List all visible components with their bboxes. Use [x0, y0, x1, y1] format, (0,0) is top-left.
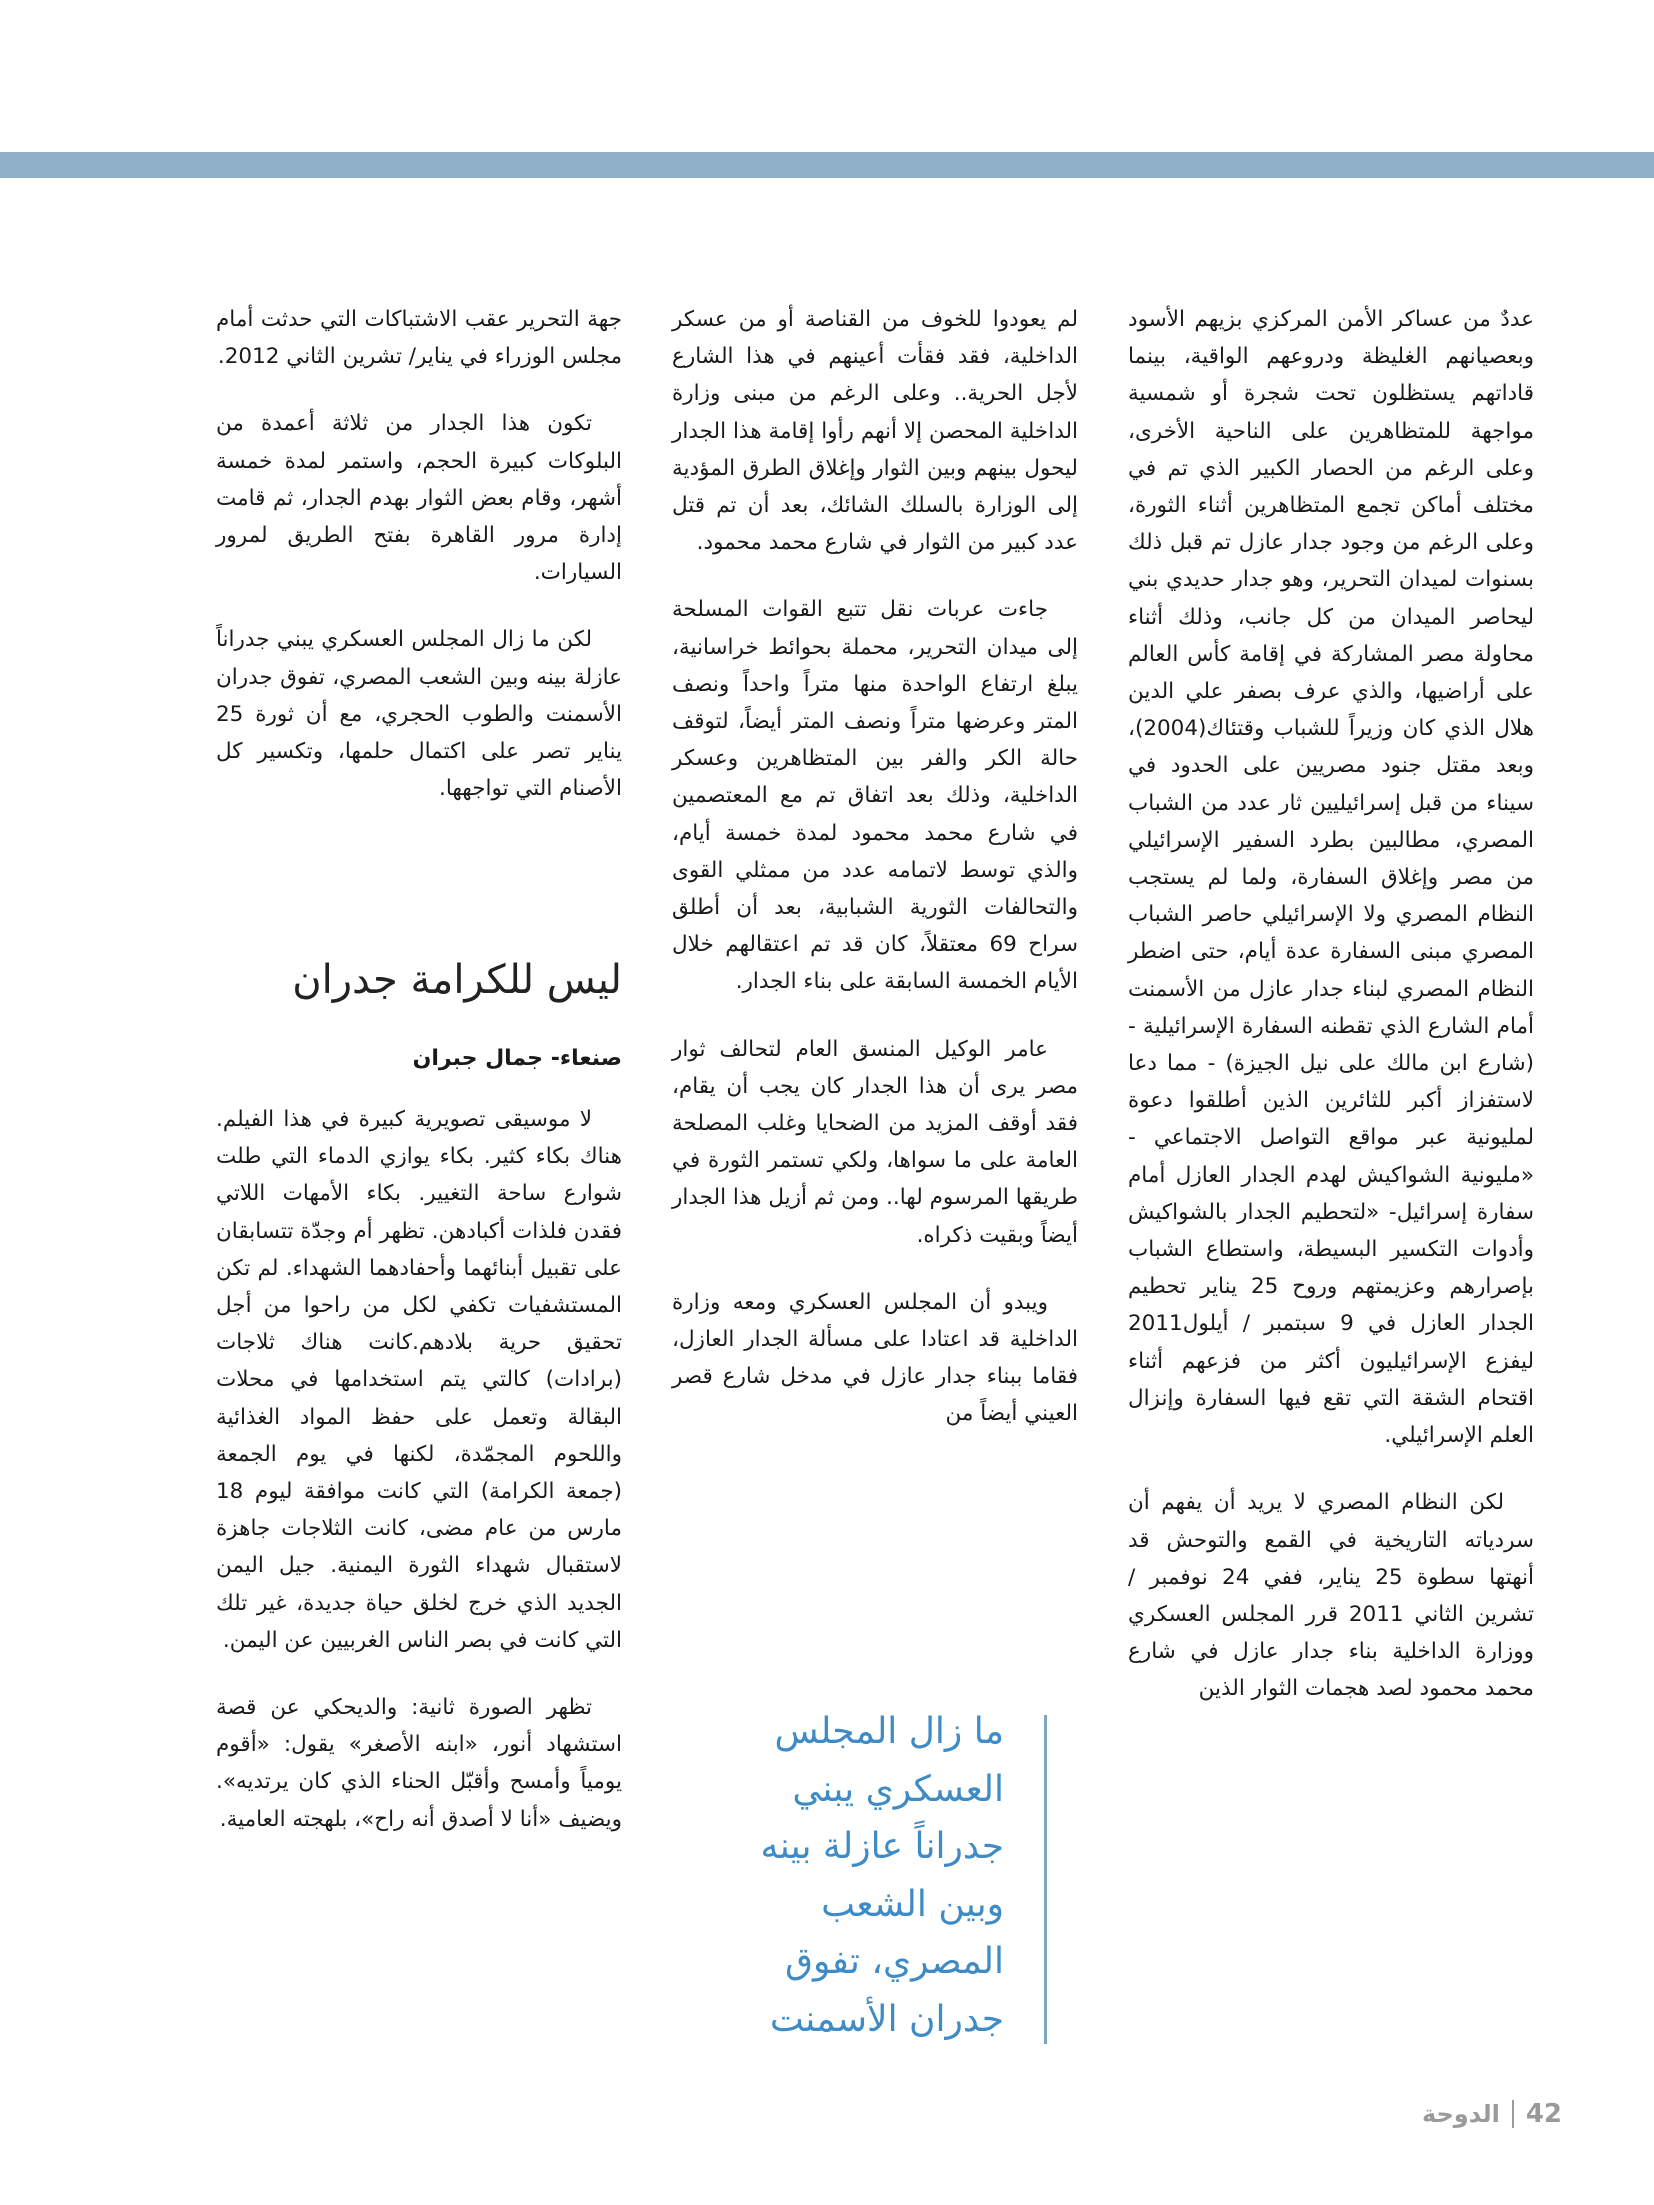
paragraph: لم يعودوا للخوف من القناصة أو من عسكر الداخلية، فقد فقأت أعينهم في هذا الشارع لأجل الحرية.. وعلى الرغم من مبنى وزارة الداخلية المحصن إلا أنهم رأوا إقامة هذا الجدار ليحول بينهم وبين الثوار وإغلاق الطرق المؤدية إلى الوزارة بالسلك الشائك، بعد أن تم قتل عدد كبير من الثوار في شارع محمد محمود. — [672, 307, 1078, 556]
pull-quote-line: جدران الأسمنت — [769, 1998, 1004, 2040]
magazine-logo: الدوحة — [1421, 2100, 1500, 2128]
pull-quote-rule — [1044, 1715, 1047, 2044]
pull-quote-line: وبين الشعب — [821, 1883, 1004, 1925]
column-right — [1128, 301, 1534, 1738]
paragraph: ويبدو أن المجلس العسكري ومعه وزارة الداخلية قد اعتادا على مسألة الجدار العازل، فقاما ببناء جدار عازل في مدخل شارع قصر العيني أيضاً من — [672, 1289, 1078, 1427]
footer-divider — [1512, 2100, 1514, 2128]
section-title: ليس للكرامة جدران — [292, 957, 622, 1003]
paragraph: لكن ما زال المجلس العسكري يبني جدراناً عازلة بينه وبين الشعب المصري، تفوق جدران الأسمنت والطوب الحجري، مع أن ثورة 25 يناير تصر على اكتمال حلمها، وتكسير كل الأصنام التي تواجهها. — [216, 627, 622, 802]
column-middle — [672, 301, 1078, 1463]
pull-quote-line: المصري، تفوق — [785, 1941, 1004, 1982]
paragraph: لكن النظام المصري لا يريد أن يفهم أن سردياته التاريخية في القمع والتوحش قد أنهتها سطوة 25 يناير، ففي 24 نوفمبر / تشرين الثاني 2011 قرر المجلس العسكري ووزارة الداخلية بناء جدار عازل في شارع محمد محمود لصد هجمات الثوار الذين — [1128, 1490, 1535, 1702]
paragraph: لا موسيقى تصويرية كبيرة في هذا الفيلم. هناك بكاء كثير. بكاء يوازي الدماء التي طلت شوارع ساحة التغيير. بكاء الأمهات اللاتي فقدن فلذات أكبادهن. تظهر أم وجدّة تتسابقان على تقبيل أبنائهما وأحفادهما الشهداء. لم تكن المستشفيات تكفي لكل من راحوا من أجل تحقيق حرية بلادهم.كانت هناك ثلاجات (برادات) كالتي يتم استخدامها في محلات البقالة وتعمل على حفظ المواد الغذائية واللحوم المجمّدة، لكنها في يوم الجمعة (جمعة الكرامة) التي كانت موافقة ليوم 18 مارس من عام مضى، كانت الثلاجات جاهزة لاستقبال شهداء الثورة اليمنية. جيل اليمن الجديد الذي خرج لخلق حياة جديدة، غير تلك التي كانت في بصر الناس الغربيين عن اليمن. — [216, 1107, 622, 1653]
header-band — [0, 152, 1654, 178]
pull-quote-line: جدراناً عازلة بينه — [760, 1826, 1004, 1867]
page-footer — [1422, 2099, 1562, 2129]
pull-quote-line: العسكري يبني — [792, 1768, 1004, 1810]
pull-quote — [742, 1703, 1004, 2048]
paragraph: جاءت عربات نقل تتبع القوات المسلحة إلى ميدان التحرير، محملة بحوائط خراسانية، يبلغ ارتفاع الواحدة منها متراً واحداً ونصف المتر وعرضها متراً ونصف المتر أيضاً، لتوقف حالة الكر والفر بين المتظاهرين وعسكر الداخلية، وذلك بعد اتفاق تم مع المعتصمين في شارع محمد محمود لمدة خمسة أيام، والذي توسط لاتمامه عدد من ممثلي القوى والتحالفات الثورية الشبابية، بعد أن أطلق سراح 69 معتقلاً، كان قد تم اعتقالهم خلال الأيام الخمسة السابقة على بناء الجدار. — [672, 597, 1078, 995]
paragraph: عامر الوكيل المنسق العام لتحالف ثوار مصر يرى أن هذا الجدار كان يجب أن يقام، فقد أوقف المزيد من الضحايا وغلب المصلحة العامة على ما سواها، ولكي تستمر الثورة في طريقها المرسوم لها.. ومن ثم أزيل هذا الجدار أيضاً وبقيت ذكراه. — [672, 1036, 1078, 1248]
column-left-lower — [216, 1101, 622, 1868]
page-number: 42 — [1525, 2099, 1562, 2129]
pull-quote-line: ما زال المجلس — [774, 1711, 1004, 1752]
paragraph: عددٌ من عساكر الأمن المركزي بزيهم الأسود وبعصيانهم الغليظة ودروعهم الواقية، بينما قاداتهم يستظلون تحت شجرة أو شمسية مواجهة للمتظاهرين على الناحية الأخرى، وعلى الرغم من الحصار الكبير الذي تم في مختلف أماكن تجمع المتظاهرين أثناء الثورة، وعلى الرغم من وجود جدار عازل تم قبل ذلك بسنوات لميدان التحرير، وهو جدار حديدي بني ليحاصر الميدان من كل جانب، وذلك أثناء محاولة مصر المشاركة في إقامة كأس العالم على أراضيها، والذي عرف بصفر علي الدين هلال الذي كان وزيراً للشباب وقتئاك(2004)، وبعد مقتل جنود مصريين على الحدود في سيناء من قبل إسرائيليين ثار عدد من الشباب المصري، مطالبين بطرد السفير الإسرائيلي من مصر وإغلاق السفارة، ولما لم يستجب النظام المصري ولا الإسرائيلي حاصر الشباب المصري مبنى السفارة عدة أيام، حتى اضطر النظام المصري لبناء جدار عازل من الأسمنت أمام الشارع الذي تقطنه السفارة الإسرائيلية - (شارع ابن مالك على نيل الجيزة) - مما دعا لاستفزاز أكبر للثائرين الذين أطلقوا دعوة لمليونية عبر مواقع التواصل الاجتماعي - «مليونية الشواكيش لهدم الجدار العازل أمام سفارة إسرائيل- «لتحطيم الجدار بالشواكيش وأدوات التكسير البسيطة، واستطاع الشباب بإصرارهم وعزيمتهم وروح 25 يناير تحطيم الجدار العازل في 9 سبتمبر / أيلول2011 ليفزع الإسرائيليون أكثر من فزعهم أثناء اقتحام الشقة التي تقع فيها السفارة وإنزال العلم الإسرائيلي. — [1128, 307, 1534, 1449]
byline: صنعاء- جمال جبران — [412, 1046, 622, 1071]
column-left — [216, 301, 622, 837]
paragraph: تكون هذا الجدار من ثلاثة أعمدة من البلوكات كبيرة الحجم، واستمر لمدة خمسة أشهر، وقام بعض الثوار بهدم الجدار، ثم قامت إدارة مرور القاهرة بفتح الطريق لمرور السيارات. — [216, 411, 622, 586]
paragraph: جهة التحرير عقب الاشتباكات التي حدثت أمام مجلس الوزراء في يناير/ تشرين الثاني 2012. — [216, 307, 622, 370]
paragraph: تظهر الصورة ثانية: والديحكي عن قصة استشهاد أنور، «ابنه الأصغر» يقول: «أقوم يومياً وأمسح وأقبّل الحناء الذي كان يرتديه». ويضيف «أنا لا أصدق أنه راح»، بلهجته العامية. — [216, 1695, 622, 1832]
